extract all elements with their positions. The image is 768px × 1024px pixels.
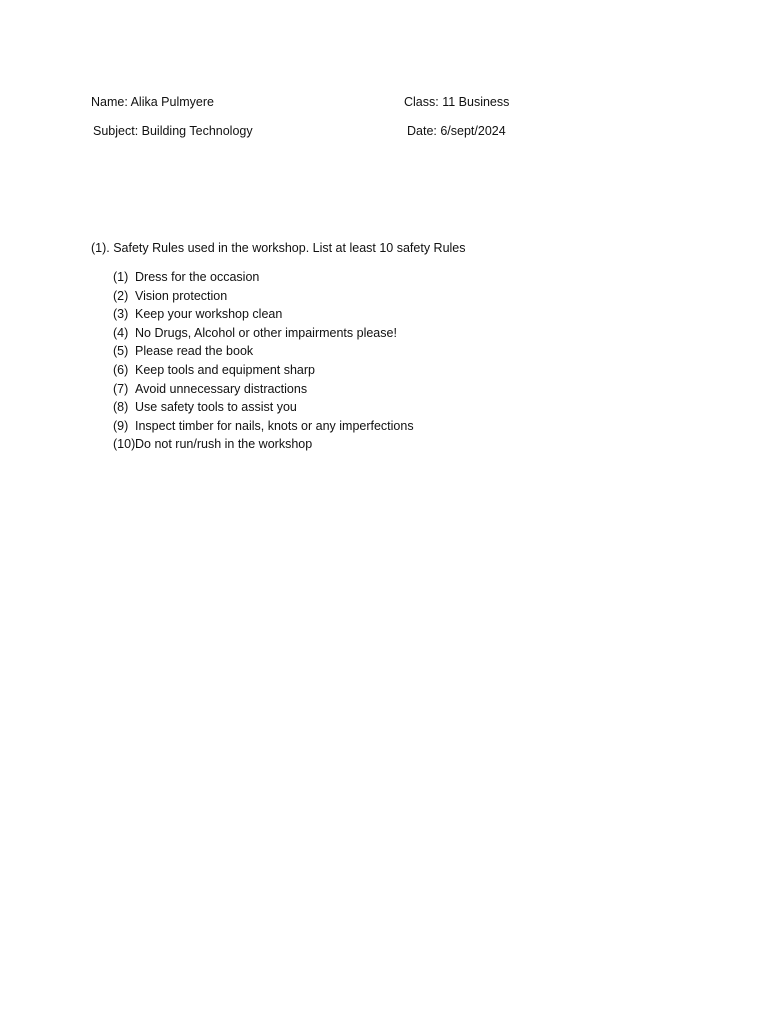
- list-item: [113, 288, 414, 307]
- list-item-number: (6): [113, 362, 129, 377]
- list-item-number: (9): [113, 418, 129, 433]
- list-item-text: Dress for the occasion: [135, 270, 260, 284]
- list-item: [113, 436, 414, 455]
- list-item-text: Please read the book: [135, 344, 254, 359]
- date: Date: 6/sept/2024: [407, 124, 506, 138]
- list-item-number: (5): [113, 344, 129, 359]
- list-item: [113, 362, 414, 381]
- list-item: [113, 325, 414, 344]
- list-item-text: Vision protection: [135, 288, 228, 303]
- list-item: [113, 418, 414, 437]
- list-item-number: (7): [113, 381, 129, 396]
- list-item-number: (8): [113, 400, 129, 415]
- list-item-text: Use safety tools to assist you: [135, 400, 297, 415]
- list-item-number: (10): [113, 437, 136, 452]
- student-name: Name: Alika Pulmyere: [91, 95, 214, 109]
- list-item-number: (3): [113, 307, 129, 322]
- list-item: [113, 343, 414, 362]
- list-item-text: No Drugs, Alcohol or other impairments please!: [135, 325, 397, 340]
- list-item-text: Keep your workshop clean: [135, 307, 283, 322]
- safety-rules-list: [113, 269, 414, 455]
- list-item-number: (4): [113, 325, 129, 340]
- list-item-number: (1): [113, 270, 129, 284]
- list-item: [113, 381, 414, 400]
- list-item-text: Inspect timber for nails, knots or any imperfections: [135, 418, 414, 433]
- question-heading: (1). Safety Rules used in the workshop. List at least 10 safety Rules: [91, 241, 466, 255]
- subject: Subject: Building Technology: [93, 124, 253, 138]
- list-item: [113, 269, 414, 288]
- list-item: [113, 306, 414, 325]
- list-item-number: (2): [113, 288, 129, 303]
- list-item: [113, 399, 414, 418]
- list-item-text: Keep tools and equipment sharp: [135, 362, 315, 377]
- list-item-text: Avoid unnecessary distractions: [135, 381, 308, 396]
- student-class: Class: 11 Business: [404, 95, 510, 109]
- list-item-text: Do not run/rush in the workshop: [135, 437, 313, 452]
